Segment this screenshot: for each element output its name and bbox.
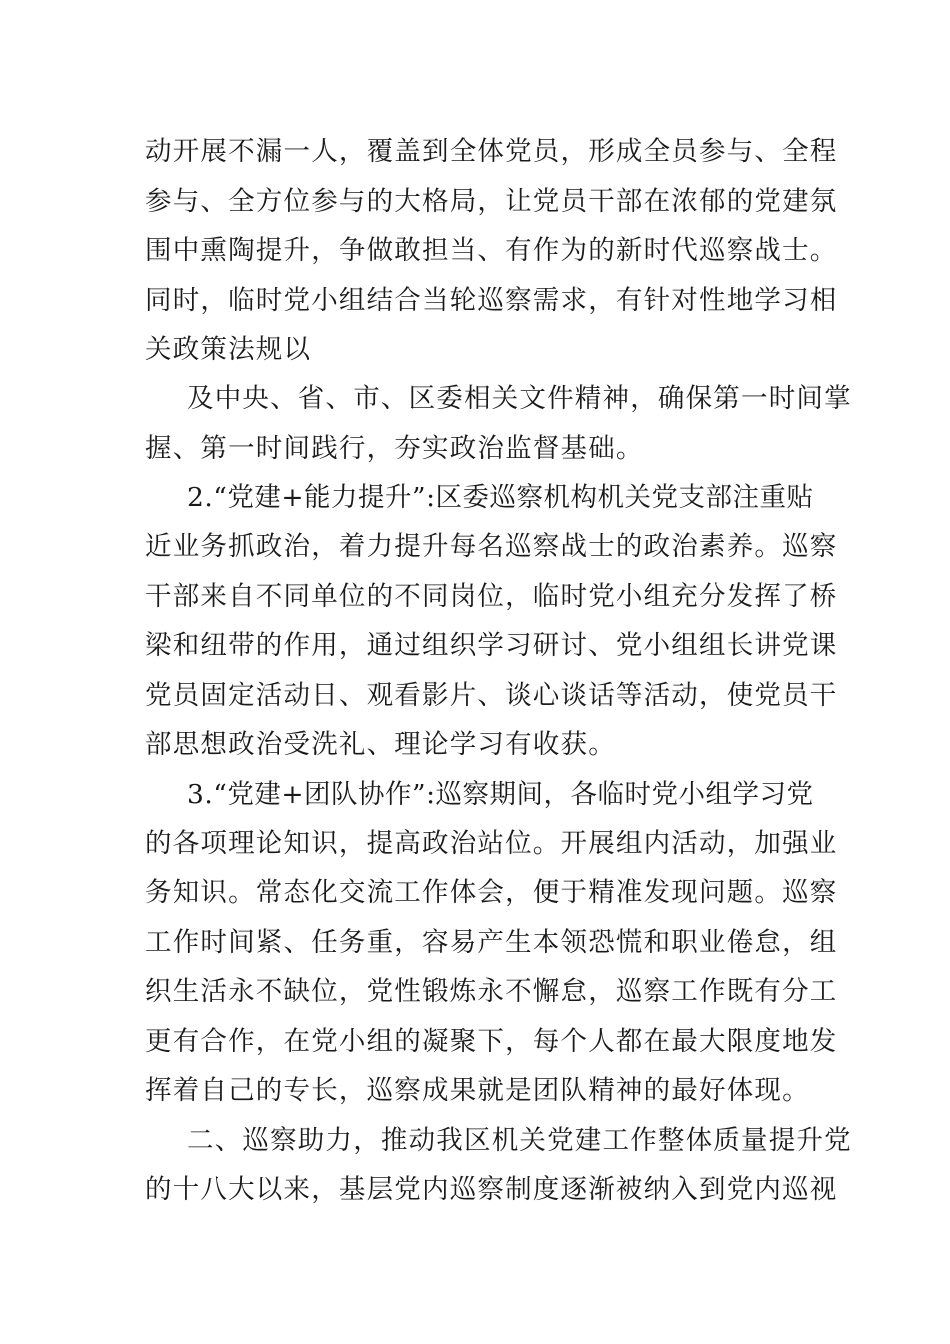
text-line: 务知识。常态化交流工作体会，便于精准发现问题。巡察 [145, 877, 838, 908]
text-line: 党员固定活动日、观看影片、谈心谈话等活动，使党员干 [145, 680, 838, 711]
text-line: 动开展不漏一人，覆盖到全体党员，形成全员参与、全程 [145, 136, 838, 167]
text-line: 同时，临时党小组结合当轮巡察需求，有针对性地学习相 [145, 285, 838, 316]
text-line: 关政策法规以 [145, 334, 312, 365]
text-line: 部思想政治受洗礼、理论学习有收获。 [145, 729, 616, 760]
text-line: 及中央、省、市、区委相关文件精神，确保第一时间掌 [187, 383, 852, 414]
text-line: 参与、全方位参与的大格局，让党员干部在浓郁的党建氛 [145, 186, 838, 217]
text-line: 工作时间紧、任务重，容易产生本领恐慌和职业倦怠，组 [145, 927, 838, 958]
text-line: 3.“党建+团队协作”:巡察期间，各临时党小组学习党 [187, 779, 814, 810]
text-line: 2.“党建+能力提升”:区委巡察机构机关党支部注重贴 [187, 482, 814, 513]
text-line: 织生活永不缺位，党性锻炼永不懈怠，巡察工作既有分工 [145, 976, 838, 1007]
text-line: 的十八大以来，基层党内巡察制度逐渐被纳入到党内巡视 [145, 1174, 838, 1205]
text-line: 更有合作，在党小组的凝聚下，每个人都在最大限度地发 [145, 1026, 838, 1057]
text-line: 干部来自不同单位的不同岗位，临时党小组充分发挥了桥 [145, 581, 838, 612]
text-line: 近业务抓政治，着力提升每名巡察战士的政治素养。巡察 [145, 531, 838, 562]
text-line: 围中熏陶提升，争做敢担当、有作为的新时代巡察战士。 [145, 235, 838, 266]
text-line: 梁和纽带的作用，通过组织学习研讨、党小组组长讲党课 [145, 630, 838, 661]
text-line: 二、巡察助力，推动我区机关党建工作整体质量提升党 [187, 1125, 852, 1156]
text-line: 握、第一时间践行，夯实政治监督基础。 [145, 433, 644, 464]
text-line: 的各项理论知识，提高政治站位。开展组内活动，加强业 [145, 828, 838, 859]
text-line: 挥着自己的专长，巡察成果就是团队精神的最好体现。 [145, 1075, 810, 1106]
